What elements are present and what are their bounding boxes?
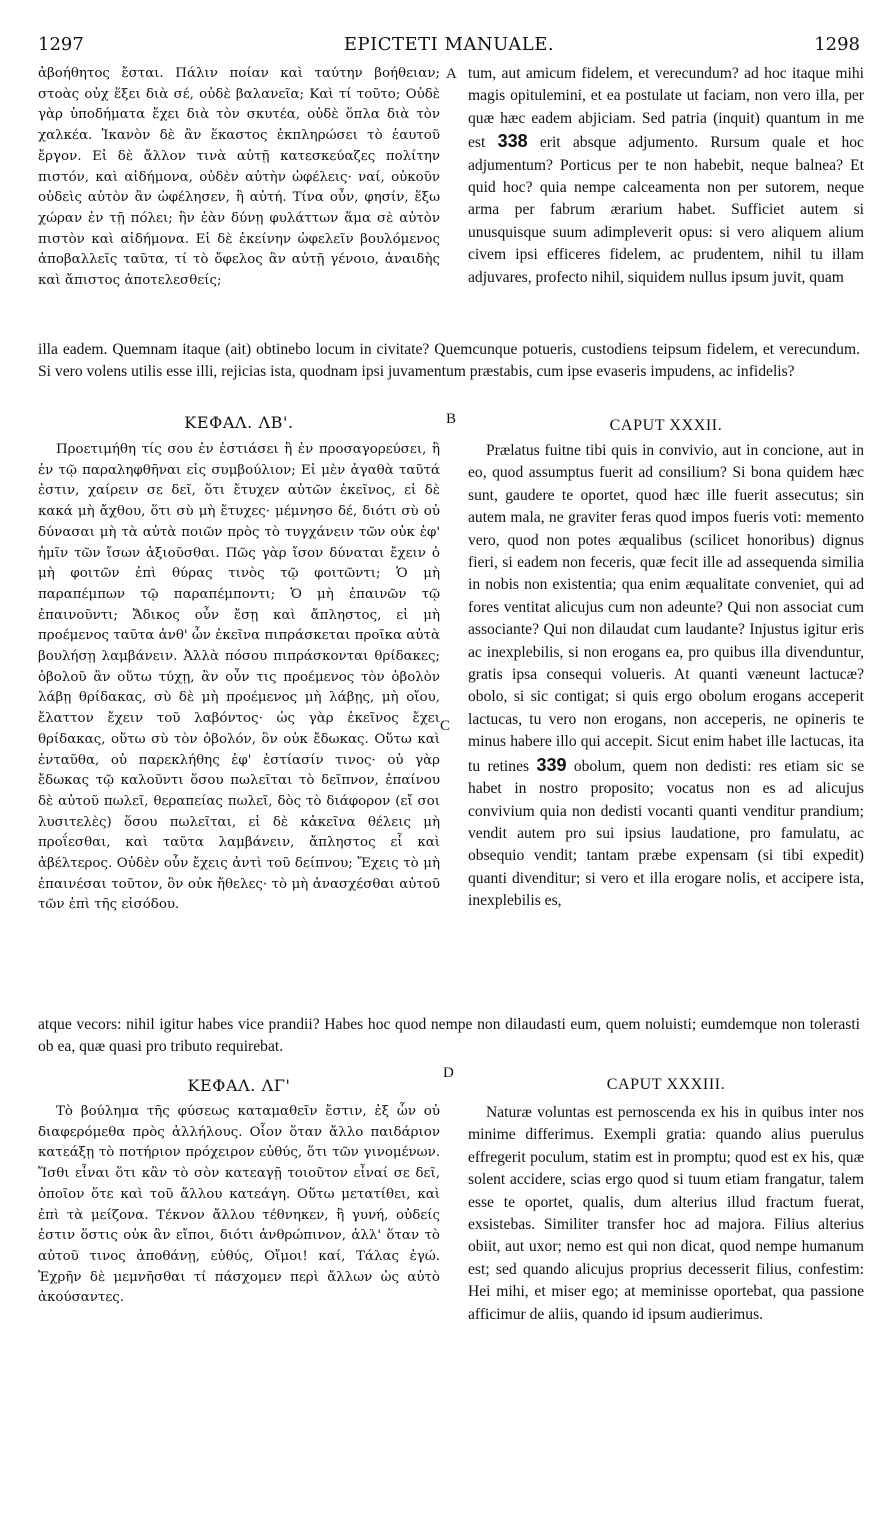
latin-chapter-heading-33: CAPUT XXXIII. (606, 1076, 726, 1093)
latin-column-chapter-33: Naturæ voluntas est pernoscenda ex his in quibus inter nos minime differimus. Exempli gratia: quando alius puerulus effregerit poculum, statim est in promptu; quod est ex his, quæ solent accidere, scias ergo quod si tuum etiam frangatur, talem esse te oportet, qualis, dum alterius illud fractum fuerat, exsistebas. Similiter transfer hoc ad majora. Filius alterius obiit, aut uxor; nemo est qui non dicat, quod nempe humanum est; sed quando alicujus proprius decesserit filius, confestim: Hei mihi, et miser ego; at meminisse oportebat, qua passione afficimur de aliis, quando id ipsum audierimus. (468, 1104, 864, 1323)
greek-chapter-heading-33: ΚΕΦΑΛ. ΛΓ' (187, 1076, 291, 1095)
greek-column-chapter-33: Τὸ βούλημα τῆς φύσεως καταμαθεῖν ἔστιν, ἐξ ὧν οὐ διαφερόμεθα πρὸς ἀλλήλους. Οἷον ὅταν ἄλλο παιδάριον κατεάξῃ τὸ ποτήριον πρόχειρον εὐθύς, ὅτι τῶν γινομένων. Ἴσθι εἶναι ὅτι κἂν τὸ σὸν κατεαγῇ τοιοῦτον εἶναί σε δεῖ, ὁποῖον ὅτε καὶ τοῦ ἄλλου κατεάγη. Οὕτω μετατίθει, καὶ ἐπὶ τὰ μείζονα. Τέκνον ἄλλου τέθνηκεν, ἢ γυνή, οὐδείς ἐστιν ὅστις οὐκ ἂν εἴποι, διότι ἀνθρώπινον, ἀλλ' ὅταν τὸ αὐτοῦ τινος ἀποθάνῃ, εὐθύς, Οἴμοι! καί, Τάλας ἐγώ. Ἐχρῆν δὲ μεμνῆσθαι τί πάσχομεν περὶ ἄλλων ὡς αὐτὸ ἀκούσαντες. (38, 1104, 440, 1306)
greek-chapter-heading-32: ΚΕΦΑΛ. ΛΒ'. (184, 413, 294, 432)
latin-chapter-heading-32: CAPUT XXXII. (609, 417, 723, 434)
page-ref-339: 339 (536, 754, 567, 775)
fullwidth-paragraph-32: atque vecors: nihil igitur habes vice prandii? Habes hoc quod nempe non dilaudasti eum, quem noluisti; eumdemque non tolerasti ob ea, quæ quasi pro tributo requirebat. (38, 1016, 860, 1056)
greek-column-top: ἀβοήθητος ἔσται. Πάλιν ποίαν καὶ ταύτην βοήθειαν; στοὰς οὐχ ἕξει διὰ σέ, οὐδὲ βαλανεῖα; Καὶ τί τοῦτο; Οὐδὲ γὰρ ὑποδήματα ἔχει διὰ τὸν σκυτέα, οὐδὲ ὅπλα διὰ τὸν χαλκέα. Ἱκανὸν δὲ ἂν ἕκαστος ἐκπληρώσει τὸ ἑαυτοῦ ἔργον. Εἰ δὲ ἄλλον τινὰ αὐτῇ κατεσκεύαζες πολίτην πιστόν, καὶ αἰδήμονα, οὐδὲν αὐτὴν ὠφέλεις· ναί, οὐκοῦν οὐδεὶς αὐτὸν ἂν ὠφέλησεν, ἢ αὐτή. Τίνα οὖν, φησίν, ἕξω χώραν ἐν τῇ πόλει; ἣν ἐὰν δύνῃ φυλάττων ἅμα σὲ αὐτὸν πιστὸν καὶ αἰδήμονα. Εἰ δὲ ἐκείνην ὠφελεῖν βουλόμενος ἀποβαλλεῖς ταῦτα, τί τὸ ὄφελος ἂν αὐτῇ γένοιο, ἀναιδὴς καὶ ἄπιστος ἀποτελεσθείς; (38, 66, 440, 289)
fullwidth-paragraph-top: illa eadem. Quemnam itaque (ait) obtinebo locum in civitate? Quemcunque potueris, custodiens teipsum fidelem, et verecundum. Si vero volens utilis esse illi, rejicias ista, quodnam ipsi juvamentum præstabis, cum ipse evaseris impudens, ac infidelis? (38, 341, 860, 381)
margin-letter-b: B (446, 411, 457, 427)
running-title: EPICTETI MANUALE. (343, 34, 555, 55)
greek-column-chapter-32: Προετιμήθη τίς σου ἐν ἑστιάσει ἢ ἐν προσαγορεύσει, ἢ ἐν τῷ παραληφθῆναι εἰς συμβούλιον; Εἰ μὲν ἀγαθὰ ταῦτά ἐστιν, χαίρειν σε δεῖ, ὅτι ἔτυχεν αὐτῶν ἐκεῖνος, εἰ δὲ κακά μὴ ἄχθου, ὅτι σὺ μὴ ἔτυχες· μέμνησο δέ, διότι σὺ οὐ δύνασαι μὴ τὰ αὐτὰ ποιῶν πρὸς τὸ τυγχάνειν τῶν οὐκ ἐφ' ἡμῖν τῶν ἴσων ἀξιοῦσθαι. Πῶς γὰρ ἴσον δύναται ἔχειν ὁ μὴ φοιτῶν ἐπὶ θύρας τινὸς τῷ φοιτῶντι; Ὁ μὴ παραπέμπων τῷ παραπέμποντι; Ὁ μὴ ἐπαινῶν τῷ ἐπαινοῦντι; Ἄδικος οὖν ἔσῃ καὶ ἄπληστος, εἰ μὴ προέμενος ταῦτα ἀνθ' ὧν ἐκεῖνα πιπράσκεται προῖκα αὐτὰ βουλήσῃ λαμβάνειν. Ἀλλὰ πόσου πιπράσκονται θρίδακες; ὀβολοῦ ἂν οὕτω τύχῃ, ἂν οὖν τις προέμενος τὸν ὀβολὸν λάβῃ θρίδακας, σὺ δὲ μὴ προέμενος μὴ λάβῃς, μὴ οἴου, ἔλαττον ἔχειν τοῦ λαβόντος· ὡς γὰρ ἐκεῖνος ἔχει θρίδακας, οὕτω σὺ τὸν ὀβολόν, ὃν οὐκ ἔδωκας. Οὕτω καὶ ἐνταῦθα, οὐ παρεκλήθης ἐφ' ἑστίασίν τινος· οὐ γὰρ ἔδωκας τῷ καλοῦντι ὅσου πωλεῖται τὸ δεῖπνον, ἐπαίνου δὲ αὐτοῦ πωλεῖ, θεραπείας πωλεῖ, δὸς τὸ διάφορον (εἴ σοι λυσιτελὲς) ὅσου πωλεῖται, εἰ δὲ κἀκεῖνα θέλεις μὴ προΐεσθαι, καὶ ταῦτα λαμβάνειν, ἄπληστος εἶ καὶ ἀβέλτερος. Οὐδὲν οὖν ἔχεις ἀντὶ τοῦ δείπνου; Ἔχεις τὸ μὴ ἐπαινέσαι τοῦτον, ὃν οὐκ ἤθελες· τὸ μὴ ἀνασχέσθαι αὐτοῦ τῶν ἐπὶ τῆς εἰσόδου. (38, 442, 440, 913)
latin-column-top (468, 63, 864, 339)
margin-letter-c: C (440, 718, 451, 734)
latin-top-part1: tum, aut amicum fidelem, et verecundum? ad hoc itaque mihi magis opitulemini, et ea postulate ut faciam, non vero illa, per quæ hæc eadem abjiciam. Sed patria (inquit) quantum in me est (468, 65, 864, 152)
latin-32-part1: Prælatus fuitne tibi quis in convivio, aut in concione, aut in eo, quod assumptus fuerit ad consilium? Si bona quidem hæc sunt, gaudere te oportet, quod hæc ille fuerit assecutus; sin autem mala, ne graviter feras quod impos fueris voti: memento vero, quod non potes æqualibus (scilicet honoribus) dignus fieri, si eadem non feceris, quæ fecit ille ad assequenda similia in nobis non existentia; qua enim æqualitate conveniet, qui ad fores ventitat alicujus cum non adeunte? Qui non associat cum associante? Qui non dilaudat cum laudante? Injustus igitur eris ac inexplebilis, si non erogans ea, pro quibus illa divenduntur, gratis ipsa consequi volueris. At quanti væneunt lactucæ? obolo, si sic contigat; si quis ergo obolum erogans acceperit lactucas, tu vero non erogans, non acceperis, ne opineris te minus habere illo qui accepit. Sicut enim habet ille lactucas, ita tu retines (468, 442, 864, 775)
latin-top-part2: erit absque adjumento. Rursum quale et hoc adjumentum? Porticus per te non habebit, neque balnea? Et quid hoc? quia nempe calceamenta non per sutorem, neque arma per fabrum ærarium habet. Sufficiet autem si unusquisque suum adimpleverit opus: si vero aliquem alium civem ipsi efficeres fidelem, ac prudentem, nihil tu illam adjuvares, profecto nihil, siquidem nullus ipsum juvit, quam (468, 134, 864, 286)
latin-column-chapter-32 (468, 440, 864, 1014)
margin-letter-d: D (443, 1065, 454, 1081)
margin-letter-a: A (446, 66, 457, 82)
page-ref-338: 338 (497, 131, 528, 152)
page-number-right: 1298 (814, 34, 860, 55)
running-header (38, 34, 860, 58)
latin-32-part2: obolum, quem non dedisti: res etiam sic se habet in nostro proposito; vocatus non es ad alicujus convivium quia non dedisti vocanti quanti venditur prandium; vendit autem pro sui ipsius laudatione, pro famulatu, ac obsequio vendit; tantam præbe expensam (si tibi expedit) quanti divenditur; si vero et illa erogare nolis, et accipere ista, inexplebilis es, (468, 757, 864, 910)
page-number-left: 1297 (38, 34, 84, 55)
